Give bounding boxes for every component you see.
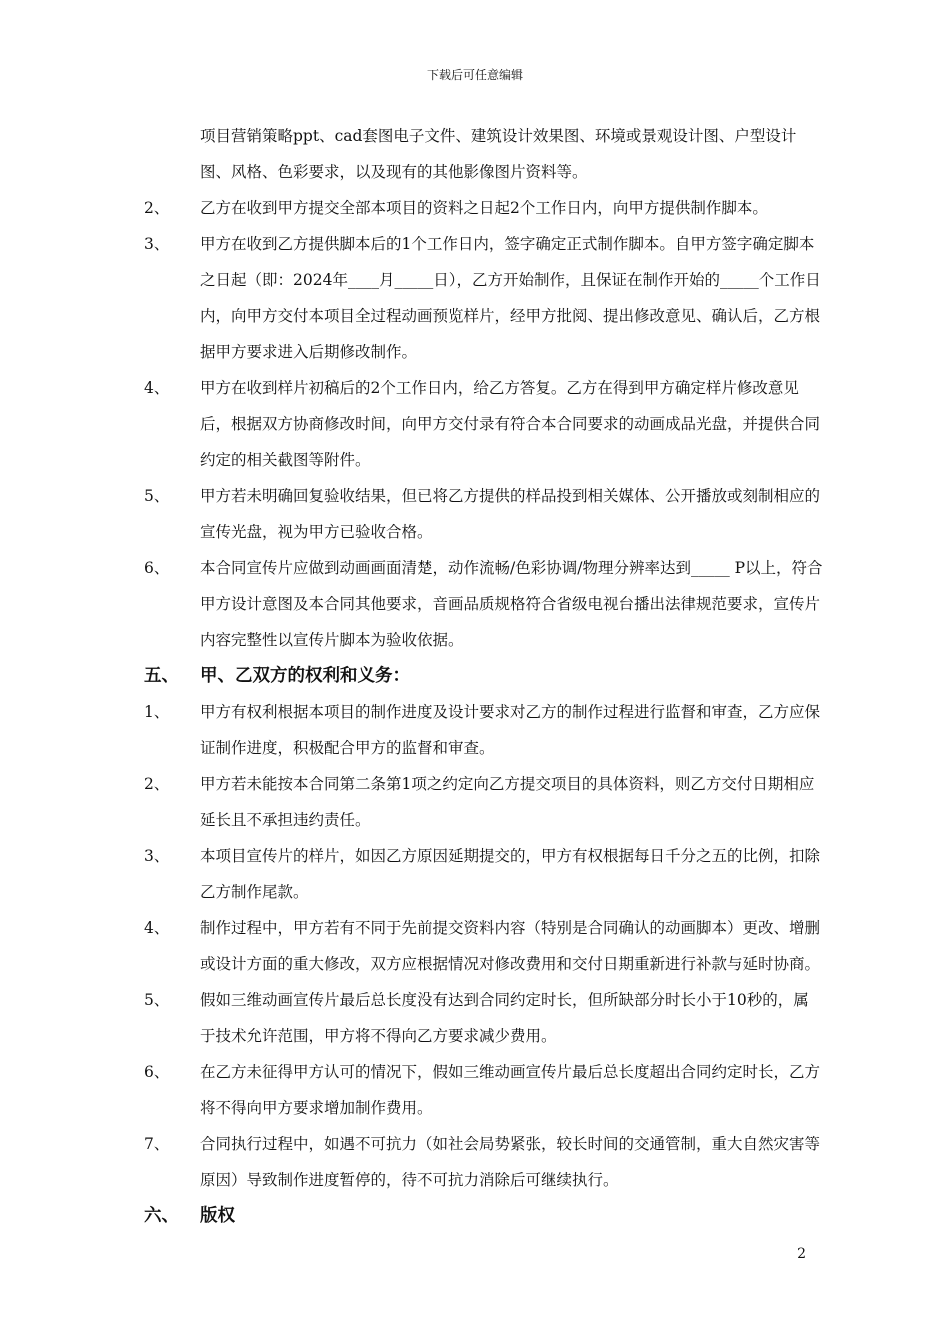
item-text: 本项目宣传片的样片，如因乙方原因延期提交的，甲方有权根据每日千分之五的比例，扣除乙方制作尾款。 <box>200 847 821 901</box>
item-text: 合同执行过程中，如遇不可抗力（如社会局势紧张，较长时间的交通管制，重大自然灾害等原因）导致制作进度暂停的，待不可抗力消除后可继续执行。 <box>200 1135 821 1189</box>
items-list-a <box>144 190 824 658</box>
item-text: 甲方有权利根据本项目的制作进度及设计要求对乙方的制作过程进行监督和审查，乙方应保证制作进度，积极配合甲方的监督和审查。 <box>200 703 821 757</box>
item-number: 4、 <box>144 379 170 397</box>
item-number: 3、 <box>144 847 170 865</box>
item-text: 制作过程中，甲方若有不同于先前提交资料内容（特别是合同确认的动画脚本）更改、增删或设计方面的重大修改，双方应根据情况对修改费用和交付日期重新进行补款与延时协商。 <box>200 919 821 973</box>
item-text: 在乙方未征得甲方认可的情况下，假如三维动画宣传片最后总长度超出合同约定时长，乙方将不得向甲方要求增加制作费用。 <box>200 1063 821 1117</box>
item-text: 甲方若未明确回复验收结果，但已将乙方提供的样品投到相关媒体、公开播放或刻制相应的宣传光盘，视为甲方已验收合格。 <box>200 487 821 541</box>
list-item <box>144 838 824 910</box>
section-heading-6 <box>144 1198 824 1234</box>
list-item <box>144 910 824 982</box>
item-number: 4、 <box>144 919 170 937</box>
item-number: 2、 <box>144 199 170 217</box>
intro-paragraph: 项目营销策略ppt、cad套图电子文件、建筑设计效果图、环境或景观设计图、户型设计图、风格、色彩要求，以及现有的其他影像图片资料等。 <box>200 127 797 181</box>
section-heading-5 <box>144 658 824 694</box>
list-item <box>144 226 824 370</box>
item-number: 1、 <box>144 703 170 721</box>
list-item <box>144 1054 824 1126</box>
item-number: 7、 <box>144 1135 170 1153</box>
items-list-b <box>144 694 824 1198</box>
list-item <box>144 190 824 226</box>
list-item <box>144 550 824 658</box>
list-item <box>144 478 824 550</box>
section-title: 版权 <box>200 1206 235 1226</box>
page-number: 2 <box>797 1246 806 1262</box>
item-number: 3、 <box>144 235 170 253</box>
list-item <box>144 766 824 838</box>
item-text: 乙方在收到甲方提交全部本项目的资料之日起2个工作日内，向甲方提供制作脚本。 <box>200 199 768 217</box>
section-number: 五、 <box>144 666 179 686</box>
list-item <box>144 1126 824 1198</box>
item-number: 5、 <box>144 991 170 1009</box>
item-text: 甲方在收到样片初稿后的2个工作日内，给乙方答复。乙方在得到甲方确定样片修改意见后，根据双方协商修改时间，向甲方交付录有符合本合同要求的动画成品光盘，并提供合同约定的相关截图等附件。 <box>200 379 821 469</box>
page-header: 下载后可任意编辑 <box>426 68 523 82</box>
section-title: 甲、乙双方的权利和义务： <box>200 666 410 686</box>
item-number: 5、 <box>144 487 170 505</box>
item-text: 本合同宣传片应做到动画画面清楚，动作流畅/色彩协调/物理分辨率达到_____ P以上，符合甲方设计意图及本合同其他要求，音画品质规格符合省级电视台播出法律规范要求，宣传片内容完整性以宣传片脚本为验收依据。 <box>200 559 823 649</box>
item-number: 6、 <box>144 559 170 577</box>
item-number: 2、 <box>144 775 170 793</box>
section-number: 六、 <box>144 1206 179 1226</box>
item-text: 假如三维动画宣传片最后总长度没有达到合同约定时长，但所缺部分时长小于10秒的，属于技术允许范围，甲方将不得向乙方要求减少费用。 <box>200 991 809 1045</box>
list-item <box>144 982 824 1054</box>
list-item <box>144 694 824 766</box>
item-text: 甲方若未能按本合同第二条第1项之约定向乙方提交项目的具体资料，则乙方交付日期相应延长且不承担违约责任。 <box>200 775 815 829</box>
item-number: 6、 <box>144 1063 170 1081</box>
list-item <box>144 370 824 478</box>
document-body <box>144 118 824 1234</box>
item-text: 甲方在收到乙方提供脚本后的1个工作日内，签字确定正式制作脚本。自甲方签字确定脚本之日起（即：2024年____月_____日），乙方开始制作，且保证在制作开始的_____个工作日内，向甲方交付本项目全过程动画预览样片，经甲方批阅、提出修改意见、确认后，乙方根据甲方要求进入后期修改制作。 <box>200 235 821 361</box>
